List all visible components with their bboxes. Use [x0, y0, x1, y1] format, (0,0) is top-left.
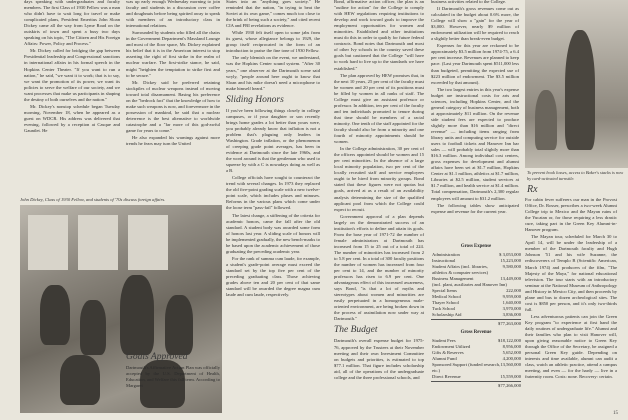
- row-label: (incl. plant, auxiliaries and Hanover Inn): [432, 282, 507, 287]
- row-amount: $18,122,000: [498, 338, 521, 343]
- total-rule: [431, 319, 521, 320]
- paragraph: The following tables show anticipated expense and revenue for the current year.: [431, 202, 519, 214]
- table-row: [431, 321, 521, 327]
- row-amount: $ 3,053,000: [499, 252, 521, 257]
- row-label: Alumni Fund: [432, 356, 457, 361]
- article-column-5: [431, 0, 519, 216]
- paragraph: The two largest entries in this year's expense budget are instructional costs for arts and sciences, including Hopkins Center, and the general category of business management, both at approximately $11 million. On the revenue side student fees are expected to produce slightly more than $16 million and "direct revenue" — including items ranging from library units and computing service for outside users to football tickets and Hanover Inn bar sales — will probably total slightly more than $16.3 million. Among individual cost centers, gross expenses for development and alumni affairs have been set at $1.7 million, Hopkins Center at $1.1 million, athletics at $1.7 million, Libraries at $2.5 million, student services at $1.7 million, and health service at $1.4 million. Total compensation, Dartmouth's 2,300 regular employees will amount to $31.2 million.: [431, 86, 520, 201]
- paragraph: Mr. Dickey's nonstop schedule began Tuesday morning, November 18, when he appeared as a guest on WDCR. His address was delivered that evening, followed by a reception at Casque and Gauntlet. He: [24, 103, 120, 133]
- paragraph: The plan approved by HEW promises that, in the next 10 years, 25 per cent of the faculty must be women and 20 per cent of its positions must be filled by women in all ranks of staff. The College must give an assistant professor or professor. In addition, ten per cent of the faculty and ten individuals promoted to tenure during that time should be members of a racial minority. One tenth of the staff appointed for the faculty should also be from a minority and one fourth of minority appointments should be women.: [334, 72, 424, 145]
- paragraph: days speaking with undergraduates and faculty members. The first Class of 1930 Fellow was a man who didn't have to wait long for travel or make complicated plans, President Emeritus John Sloan Dickey came all the way from Lyme Road on the outskirts of town and spent a busy two days speaking on his topic, "The Citizen and His Foreign Affairs: Power, Policy and Process.": [24, 0, 120, 47]
- paragraph: If you've been following things closely in college campuses, or if your daughter or son recently brings home grades a lot better than yours were, you probably already know that inflation is not a problem that's plaguing only leaders in Washington. Grade inflation, or the phenomenon of creeping grade point averages, has been in evidence at Dartmouth since the late 1960s, and the word around is that the gentleman who used to squeeze by with a C is nowadays doing as well as a B.: [226, 107, 320, 174]
- paragraph: Government approval of a plan depends largely on the demonstrated success of an institution's efforts to define and attain its goals. From the base year of 1971-72 the number of female administrators at Dartmouth has increased from 15 to 25 out of a total of 224. The number of minorities has increased from 2 to 5.8 per cent. In a total of 300 faculty positions the number of women has increased from four per cent to 14, and the number of minority professors has risen to 6.9 per cent. One advantageous effect of this increased awareness, says Bond, "is that a lot of myths and stereotypes about women and minorities are easily perpetuated in a homogeneous male-oriented environment, are being broken down in the process of assimilation now under way at Dartmouth.": [334, 213, 424, 322]
- paragraph: For the rank of summa cum laude, for example, a student's grade-point average must exceed the standard set by the top five per cent of the preceding graduating class. Those achieving grades above ten and 20 per cent of that same standard will be awarded the degree magna cum laude and cum laude, respectively.: [226, 255, 320, 298]
- section-heading-sliding-honors: Sliding Honors: [226, 94, 284, 105]
- row-amount: 9,959,000: [502, 294, 521, 299]
- article-column-1: [24, 0, 120, 135]
- article-column-6: [525, 197, 617, 381]
- paragraph: If Dartmouth's gross revenues come out as calculated in the budget about 0.6% more, the College will show a "gain" for the year of $3,000. However, nearly $9 million of endowment utilization will be required to reach a slightly better than break-even budget.: [431, 6, 519, 42]
- article-column-3: [226, 0, 320, 299]
- paragraph: College officials have sought to counteract the trend with several changes. In 1973 they replaced the old five-point grading scale with a new twelve-point scale, which includes pluses and minuses. Reforms in the various plans which come under the loose term "pass-fail" followed.: [226, 175, 320, 211]
- row-amount: 3,836,000: [502, 312, 521, 317]
- paragraph: Expenses for this year are reckoned to be approximately $3.5 million from 1974-75, a 6.4 per cent increase. Revenues are planned to keep pace. (Last year Dartmouth spent $511,000 less than budgeted, permitting the expected use of $223 million of endowment. The $3.5 million exceeded by that amount).: [431, 43, 520, 85]
- gross-revenue-table: [431, 338, 521, 389]
- row-label: Sponsored Support (funded research, etc.): [432, 362, 501, 373]
- row-label: Gifts & Reserves: [432, 350, 464, 355]
- paragraph: Bond, affirmative action officer, the plan is an "outline for action" for the College to comply with HEW regulations requiring institutions to develop and work toward goals to improve the employment opportunities for women and minorities. Established and other institutions must do this in order to qualify for future federal contracts. Bond notes that Dartmouth and most of other Ivy schools in the country saved these goals but cautioned that the College "will have to work hard to live up to the standards we have established.": [334, 0, 424, 71]
- row-label: [431, 321, 432, 327]
- row-amount: 8,956,000: [502, 344, 521, 349]
- table-title-gross-expense: Gross Expense: [460, 244, 492, 249]
- paragraph: Mr. Dickey said he preferred retaining stockpiles of nuclear weapons instead of moving toward total disarmament. Basing his preference on the "bedrock fact" that the knowledge of how to make such weapons is now, and forevermore in the possession of mankind, he said that a nuclear deterrence is the best alternative to worldwide catastrophe and a "far more of this god-awful game for years to come.": [126, 79, 220, 133]
- paragraph: Dartmouth's overall expense budget for 1975-76, approved by the Trustees at their November meeting and their own Investment Committee on budgets and priorities, is estimated to top $77.1 million. That figure includes scholarship aid, all of the operations of the undergraduate college and the three professional schools, and: [334, 338, 424, 380]
- row-amount: 1,640,000: [502, 300, 521, 305]
- row-label: Business Management: [432, 276, 474, 281]
- row-amount: 13,449,000: [500, 276, 521, 281]
- row-label: Administration: [432, 252, 460, 257]
- paragraph: Mr. Dickey called for bridging the gap between Presidential leadership and Congressional sanctions in international affairs in his formal speech in the Hopkins Center Theater. "If you want to run a nation," he said, "we want it to work; that is to say, we want the promotion of its power, we want its policies to serve the welfare of our society, and we want processes that make us participants in shaping the destiny of both ourselves and the nation.": [24, 48, 120, 102]
- row-label: Instructional: [432, 258, 456, 263]
- table-row: [431, 374, 521, 380]
- row-amount: 3,970,000: [502, 306, 521, 311]
- section-heading-goals-approved: Goals Approved: [126, 352, 188, 362]
- paragraph: While 1930 felt itself open to some jabs from its guest, whose allegiance belongs to 1929, the group itself reciprocated in the form of an introduction to praise the fine tone of 1930 Fellow.: [226, 30, 320, 54]
- table-row: [431, 264, 521, 276]
- row-amount: 15,559,000: [500, 374, 521, 379]
- photo-caption: John Dickey, Class of 1930 Fellow, and students of '70s discuss foreign affairs.: [20, 197, 166, 202]
- row-amount: 5,652,000: [502, 350, 521, 355]
- row-amount: 222,000: [506, 288, 521, 293]
- row-label: Student Affairs (incl. libraries, athletics & computer services): [432, 264, 488, 275]
- budget-tables: [431, 243, 521, 389]
- row-amount: 9,580,000: [502, 264, 521, 269]
- table-row: [431, 362, 521, 374]
- row-label: Thayer School: [432, 300, 459, 305]
- paragraph: business activities related to the College.: [431, 0, 507, 4]
- photo-caption: To prevent book losses, access to Baker's stacks is now by card-activated turnstile.: [527, 170, 624, 181]
- turnstile-photo: [525, 0, 628, 168]
- paragraph: For cabin fever sufferers our man in the Provost Office, Dr. Rosser, prescribes a two-week Alumni College trip to Mexico and the Mayan ruins of the Yucatan or, for those requiring a less drastic cure, taking part in the Green Key Alumni-in-Hanover program.: [525, 197, 617, 233]
- gross-expense-table: [431, 252, 521, 327]
- article-column-2: [126, 0, 220, 148]
- row-amount: 4,200,000: [502, 356, 521, 361]
- article-column-2-bottom: [126, 349, 220, 390]
- article-column-4: [334, 0, 424, 382]
- paragraph: The latest change, a stiffening of the criteria for academic honors, came the fall after the old standard. A student body was awarded some form of honors last year. A sliding scale of honors will be implemented gradually, the new bench-marks to be based upon the academic achievement of those graduating the preceding academic year.: [226, 212, 320, 254]
- paragraph: Less adventurous patients can join the Green Key program "to experience at first hand the daily routines of undergraduate life." Alumni and their families who plan to visit Hanover will, upon giving reasonable notice to Green Key through the Office of the Secretary, be assigned a personal Green Key guide. Depending on interests and time available, alumni can audit a class, watch an athletic practice, attend a campus meeting, and even — for the hardy — live in a fraternity room. Costs: none. Recovery: certain.: [525, 313, 617, 380]
- paragraph: Dartmouth's Affirmative Action Plan was officially accepted by the U.S. Department of Health, Education, and Welfare this fall term. According to Margaret: [126, 365, 220, 389]
- row-label: Direct Revenue: [432, 374, 461, 379]
- paragraph: The Mayan tour, scheduled for March 30 to April 14, will be under the leadership of a member of the Dartmouth faculty and Hugh Johnson '51 and his wife Suzanne, the rediscoverers of Templo B (Scientific American, March 1974) and producers of the film, "The Majesty of the Maya," for national educational television. The tour starts with an introductory seminar at the National Museum of Anthropology and History in Mexico City, and then proceeds by plane and bus to dozen archeological sites. The cost is $850 per person, and it's only two-thirds full.: [525, 234, 617, 312]
- page-number: 15: [613, 411, 618, 416]
- table-row: [431, 383, 521, 389]
- row-amount: 13,560,000: [500, 362, 521, 367]
- row-label: Special Items: [432, 288, 457, 293]
- row-label: Student Fees: [432, 338, 456, 343]
- total-rule: [431, 381, 521, 382]
- row-label: Medical School: [432, 294, 461, 299]
- row-amount: $77,263,000: [498, 321, 521, 326]
- paragraph: Surrounded by students who filled all the chairs in the Government Department's Massland Lounge and most of the floor space, Mr. Dickey explained his belief that it is in the American interest to stop asserting the right of first strike in the realm of nuclear warfare. The first-strike stance, he said, might "heighten the temptation to strike first and to be secure.": [126, 30, 220, 78]
- row-label: Scholarship Aid: [432, 312, 462, 317]
- paragraph: was up early enough Wednesday morning to join faculty and students in a discussion over coffee and doughnuts before being spirited away to speak with members of an introductory class in international relations.: [126, 0, 220, 29]
- row-label: [431, 383, 432, 389]
- paragraph: States into an "anything goes society." He reminded that the nation, "in trying to beat the Soviet at its own game," comes much too close to the brink of being such a society," and cited recent CIA and FBI revelations as evidence.: [226, 0, 320, 29]
- row-amount: $77,266,000: [498, 383, 521, 388]
- section-heading-rx: Rx: [527, 184, 538, 195]
- section-heading-the-budget: The Budget: [334, 325, 378, 336]
- row-amount: 15,223,000: [500, 258, 521, 263]
- paragraph: He also expanded his warnings against more trends he fears may turn the United: [126, 135, 220, 147]
- table-title-gross-revenue: Gross Revenue: [460, 330, 492, 335]
- row-label: Tuck School: [432, 306, 456, 311]
- paragraph: In the College administration, 30 per cent of the officers appointed should be women and 15 per cent minorities. In the absence of a large local minority population, two per cent of the locally recruited staff and service employees ought to be hired from minority groups. Bond stated that these figures were not quotas but goals, arrived at as a result of an availability analysis determining the size of the qualified applicant pool from which the College could expect to recruit.: [334, 146, 424, 212]
- row-label: Endowment Utilized: [432, 344, 471, 349]
- table-row: [431, 312, 521, 318]
- paragraph: The only blemish on the event, we understand, was the Hopkins Center sound system. "After 30 years," one observer at the Dartmouth scene said wryly, "people around here ought to know that Sloan and his mike doesn't need a microphone to make himself heard.": [226, 55, 320, 91]
